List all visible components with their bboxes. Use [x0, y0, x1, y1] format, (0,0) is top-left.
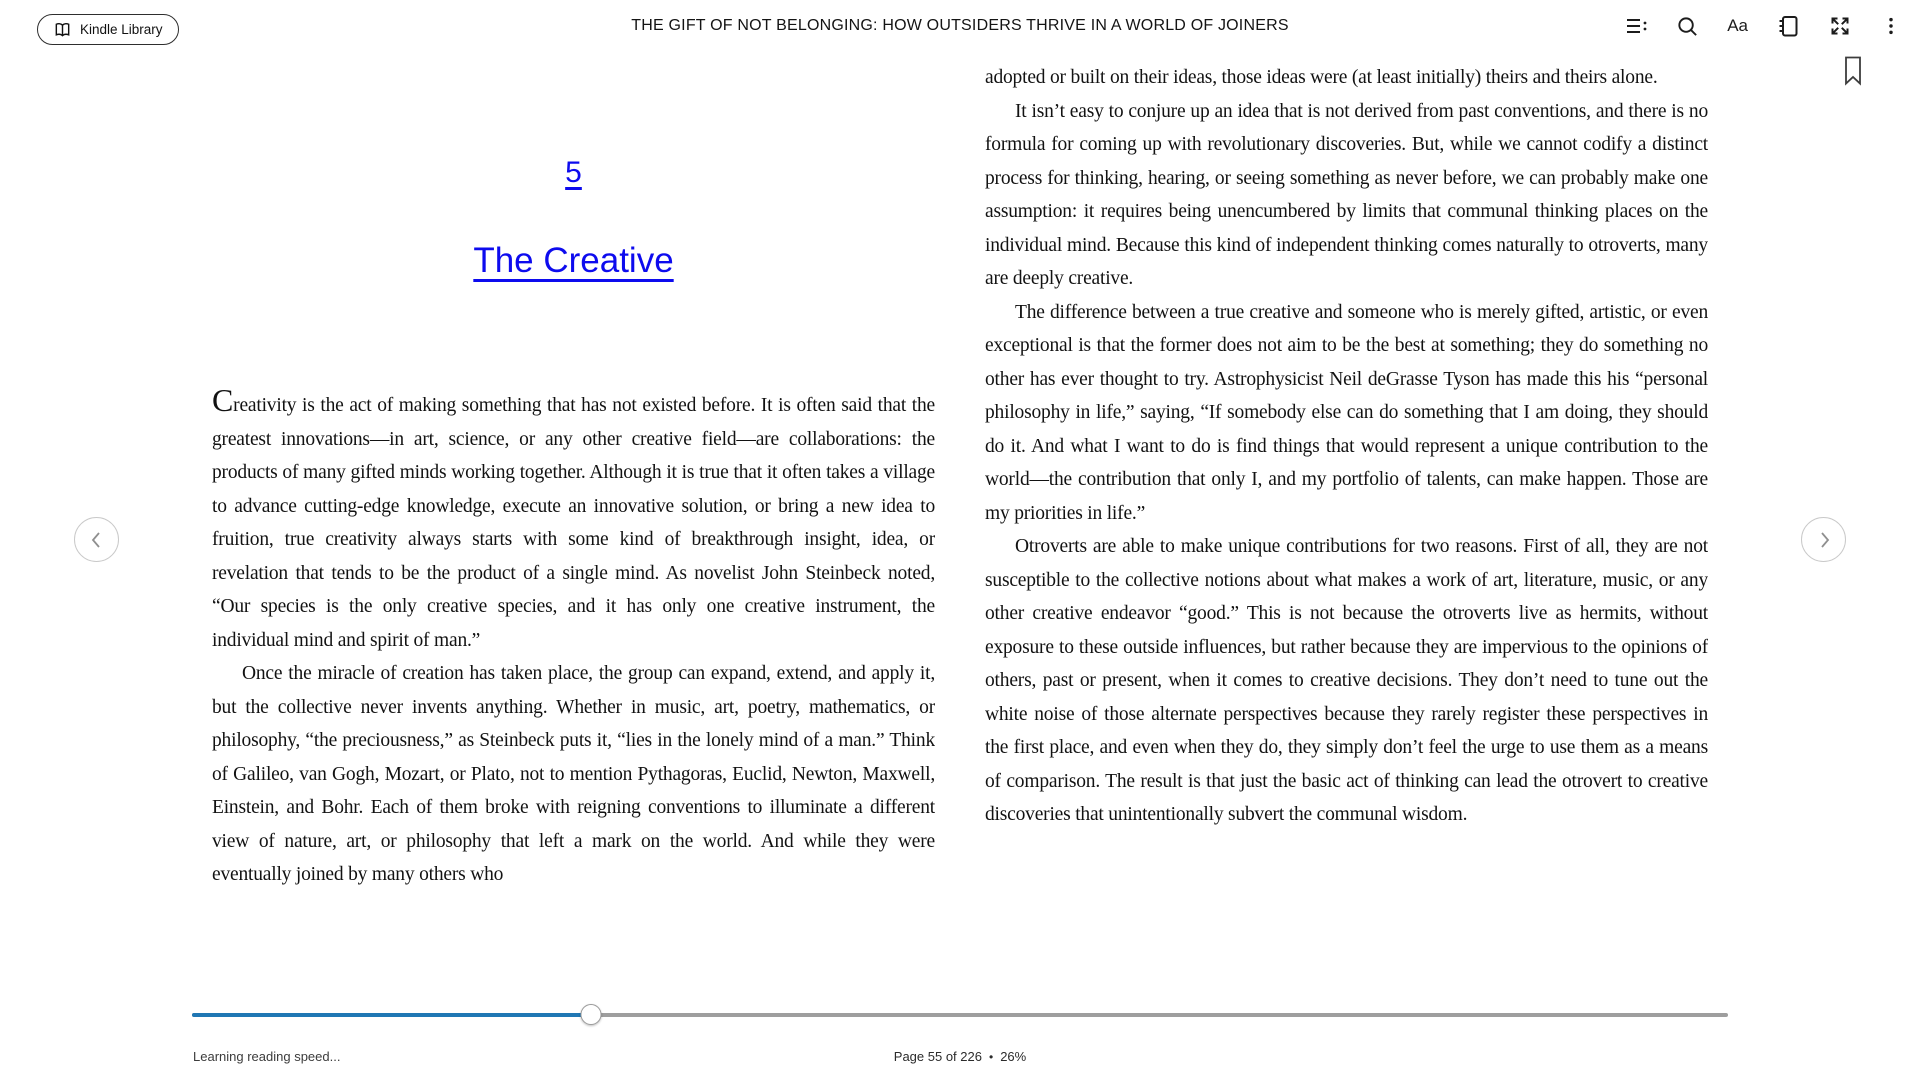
- table-of-contents-button[interactable]: [1622, 12, 1650, 40]
- right-page-column: [985, 50, 1708, 985]
- page-info: [0, 1049, 1920, 1064]
- body-paragraph: adopted or built on their ideas, those ideas were (at least initially) theirs and theirs alone.: [985, 67, 1658, 88]
- percent-label: 26%: [1000, 1049, 1027, 1064]
- fullscreen-icon: [1828, 14, 1852, 38]
- progress-track[interactable]: [192, 1013, 1728, 1017]
- page-label: Page 55 of 226: [893, 1049, 982, 1064]
- left-page-column: [212, 50, 935, 985]
- open-book-icon: [53, 20, 72, 39]
- raised-cap: C: [212, 382, 234, 418]
- bullet-separator: •: [988, 1050, 994, 1064]
- progress-slider[interactable]: [192, 1003, 1728, 1026]
- bookmark-button[interactable]: [1842, 56, 1864, 86]
- toolbar: [1622, 12, 1904, 40]
- body-paragraph: Otroverts are able to make unique contributions for two reasons. First of all, they are not susceptible to the collective notions about what makes a work of art, literature, music, or any other creative endeavor “good.” This is not because the otroverts live as hermits, without exposure to these outside influences, but rather because they are impervious to the opinions of others, past or present, when it comes to creative decisions. They don’t need to tune out the white noise of those alternate perspectives because they rarely register these perspectives in the first place, and even when they do, they simply don’t feel the urge to use them as a means of comparison. The result is that just the basic act of thinking can lead the otrovert to creative discoveries that unintentionally subvert the communal wisdom.: [985, 536, 1708, 825]
- notebook-icon: [1776, 14, 1800, 38]
- progress-thumb[interactable]: [581, 1004, 602, 1025]
- search-button[interactable]: [1674, 12, 1701, 40]
- progress-fill: [192, 1013, 591, 1017]
- chapter-number-link[interactable]: 5: [565, 156, 582, 189]
- body-paragraph: The difference between a true creative and someone who is merely gifted, artistic, or even exceptional is that the former does not aim to be the best at something; they do something no other has ever thought to try. Astrophysicist Neil deGrasse Tyson has made this his “personal philosophy in life,” saying, “If somebody else can do something that I am doing, they should do it. And what I want to do is find things that would represent a unique contribution to the world—the contribution that only I, and my portfolio of talents, can make happen. Those are my priorities in life.”: [985, 301, 1708, 524]
- book-title: THE GIFT OF NOT BELONGING: HOW OUTSIDERS THRIVE IN A WORLD OF JOINERS: [631, 17, 1289, 34]
- chevron-right-icon: [1814, 529, 1834, 551]
- fullscreen-button[interactable]: [1826, 12, 1854, 40]
- display-settings-button[interactable]: [1725, 12, 1750, 40]
- more-options-button[interactable]: [1878, 12, 1904, 40]
- more-options-icon: [1880, 14, 1902, 38]
- bookmark-icon: [1842, 56, 1864, 86]
- table-of-contents-icon: [1624, 14, 1648, 38]
- library-button-label: Kindle Library: [80, 22, 163, 37]
- display-settings-icon: Aa: [1727, 16, 1748, 35]
- body-paragraph: It isn’t easy to conjure up an idea that is not derived from past conventions, and there is no formula for coming up with revolutionary discoveries. But, while we cannot codify a distinct process for thinking, hearing, or seeing something as never before, we can probably make one assumption: it requires being unencumbered by limits that communal thinking places on the individual mind. Because this kind of independent thinking comes naturally to otroverts, many are deeply creative.: [985, 100, 1708, 289]
- body-paragraph: Once the miracle of creation has taken place, the group can expand, extend, and apply it, but the collective never invents anything. Whether in music, art, poetry, mathematics, or philosophy, “the preciousness,” as Steinbeck puts it, “lies in the lonely mind of a man.” Think of Galileo, van Gogh, Mozart, or Plato, not to mention Pythagoras, Euclid, Newton, Maxwell, Einstein, and Bohr. Each of them broke with reigning conventions to illuminate a different view of nature, art, or philosophy that left a mark on the world. And while they were eventually joined by many others who: [212, 663, 935, 885]
- previous-page-button[interactable]: [74, 517, 119, 562]
- chapter-title-link[interactable]: The Creative: [473, 240, 674, 280]
- reading-speed-status: Learning reading speed...: [193, 1049, 341, 1064]
- body-paragraph: Creativity is the act of making something that has not existed before. It is often said that the greatest innovations—in art, science, or any other creative field—are collaborations: the products of many gifted minds working together. Although it is true that it often takes a village to advance cutting-edge knowledge, execute an innovative solution, or bring a new idea to fruition, true creativity always starts with some kind of breakthrough insight, idea, or revelation that tends to be the product of a single mind. As novelist John Steinbeck noted, “Our species is the only creative species, and it has only one creative instrument, the individual mind and spirit of man.”: [212, 382, 935, 651]
- search-icon: [1676, 15, 1699, 38]
- chevron-left-icon: [87, 529, 107, 551]
- notebook-button[interactable]: [1774, 12, 1802, 40]
- next-page-button[interactable]: [1801, 517, 1846, 562]
- top-bar: [0, 0, 1920, 50]
- kindle-library-button[interactable]: [37, 14, 179, 45]
